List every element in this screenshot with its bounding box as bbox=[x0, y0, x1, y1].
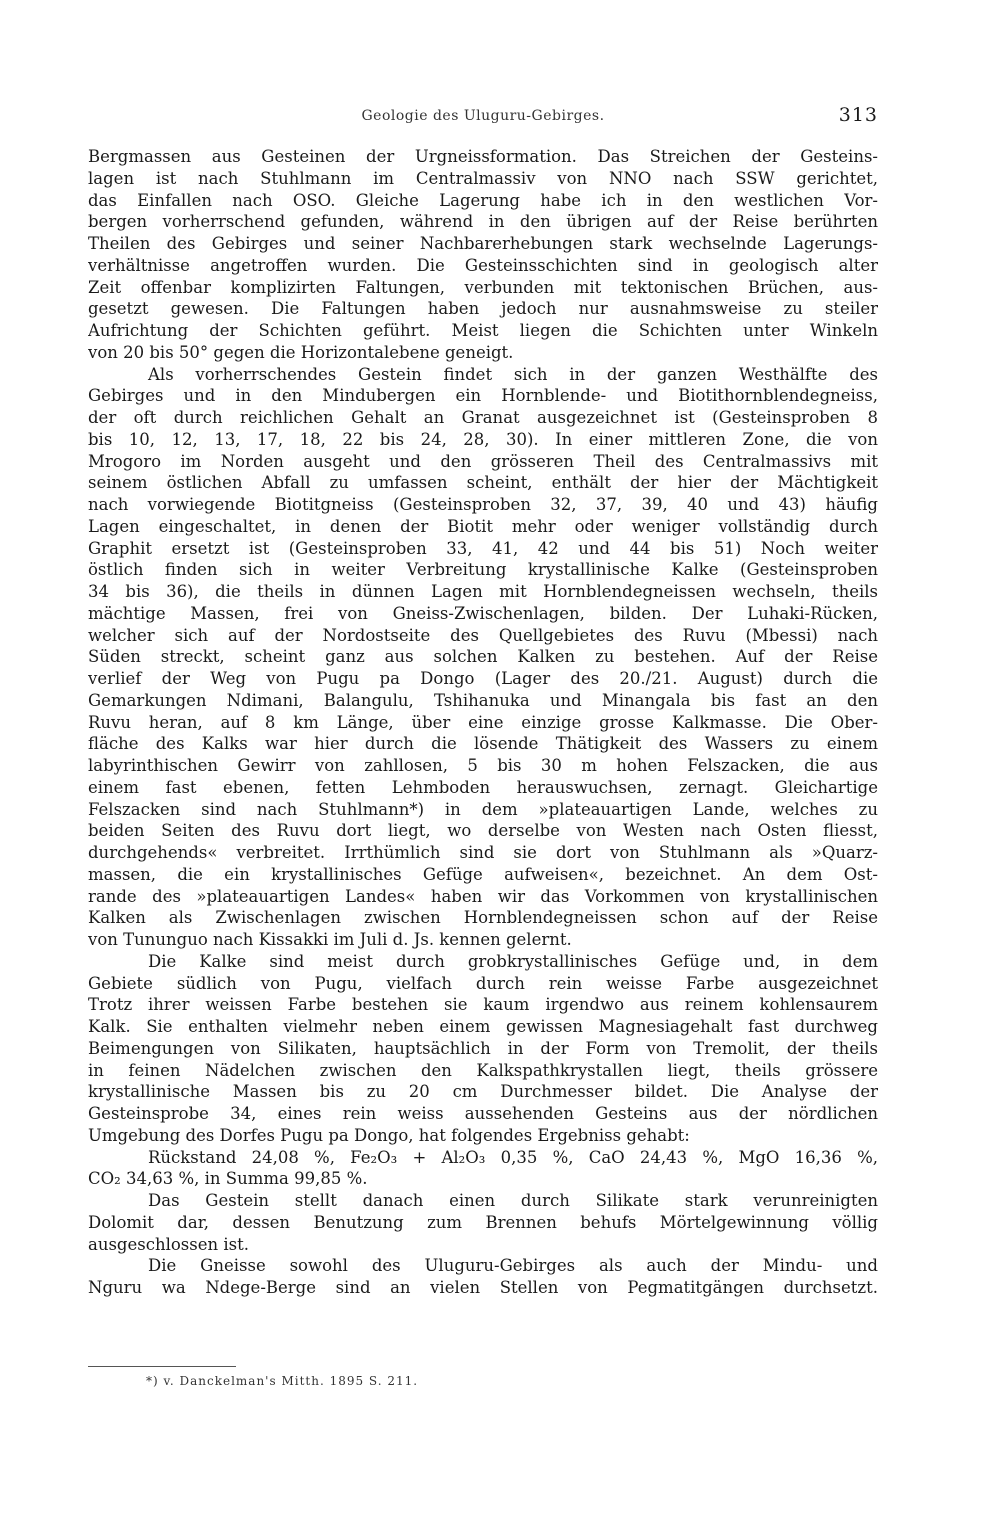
text-line: gesetzt gewesen. Die Faltungen haben jedoch nur ausnahmsweise zu steiler bbox=[88, 299, 878, 319]
text-line: Zeit offenbar komplizirten Faltungen, verbunden mit tektonischen Brüchen, aus- bbox=[88, 277, 878, 297]
text-line: durchgehends« verbreitet. Irrthümlich sind sie dort von Stuhlmann als »Quarz- bbox=[88, 843, 878, 862]
text-line: von Tununguo nach Kissakki im Juli d. Js. kennen gelernt. bbox=[88, 930, 572, 949]
text-line: Gesteinsprobe 34, eines rein weiss aussehenden Gesteins aus der nördlichen bbox=[88, 1104, 878, 1123]
body-text bbox=[88, 146, 878, 1299]
page-number: 313 bbox=[838, 104, 878, 126]
text-line: der oft durch reichlichen Gehalt an Granat ausgezeichnet ist (Gesteinsproben 8 bbox=[88, 408, 878, 427]
text-line: Gemarkungen Ndimani, Balangulu, Tshihanuka und Minangala bis fast an den bbox=[88, 690, 878, 710]
text-line: Süden streckt, scheint ganz aus solchen Kalken zu bestehen. Auf der Reise bbox=[88, 647, 878, 667]
paragraph-start-line: Die Kalke sind meist durch grobkrystallinisches Gefüge und, in dem bbox=[148, 951, 878, 971]
text-line: Theilen des Gebirges und seiner Nachbarerhebungen stark wechselnde Lagerungs- bbox=[88, 234, 878, 253]
text-line: Trotz ihrer weissen Farbe bestehen sie kaum irgendwo aus reinem kohlensaurem bbox=[88, 995, 878, 1015]
text-line: das Einfallen nach OSO. Gleiche Lagerung habe ich in den westlichen Vor- bbox=[88, 190, 878, 210]
text-line: labyrinthischen Gewirr von zahllosen, 5 bis 30 m hohen Felszacken, die aus bbox=[88, 756, 878, 775]
text-line: einem fast ebenen, fetten Lehmboden herauswuchsen, zernagt. Gleichartige bbox=[88, 777, 878, 797]
analysis-formula-line: Rückstand 24,08 %, Fe₂O₃ + Al₂O₃ 0,35 %, CaO 24,43 %, MgO 16,36 %, bbox=[148, 1147, 878, 1167]
text-line: krystallinische Massen bis zu 20 cm Durchmesser bildet. Die Analyse der bbox=[88, 1082, 878, 1102]
running-title: Geologie des Uluguru-Gebirges. bbox=[361, 108, 605, 124]
analysis-formula-line: CO₂ 34,63 %, in Summa 99,85 %. bbox=[88, 1169, 368, 1189]
text-line: Felszacken sind nach Stuhlmann*) in dem »plateauartigen Lande, welches zu bbox=[88, 799, 878, 819]
text-line: mächtige Massen, frei von Gneiss-Zwischenlagen, bilden. Der Luhaki-Rücken, bbox=[88, 603, 878, 623]
text-line: rande des »plateauartigen Landes« haben wir das Vorkommen von krystallinischen bbox=[88, 886, 878, 906]
running-head bbox=[88, 104, 878, 134]
text-line: Kalken als Zwischenlagen zwischen Hornblendegneissen schon auf der Reise bbox=[88, 908, 878, 928]
paragraph-start-line: Das Gestein stellt danach einen durch Silikate stark verunreinigten bbox=[148, 1191, 878, 1210]
text-line: beiden Seiten des Ruvu dort liegt, wo derselbe von Westen nach Osten fliesst, bbox=[88, 821, 878, 841]
text-line: Bergmassen aus Gesteinen der Urgneissformation. Das Streichen der Gesteins- bbox=[88, 147, 878, 166]
text-line: bergen vorherrschend gefunden, während in den übrigen auf der Reise berührten bbox=[88, 212, 878, 232]
text-line: Kalk. Sie enthalten vielmehr neben einem gewissen Magnesiagehalt fast durchweg bbox=[88, 1017, 878, 1036]
text-line: seinem östlichen Abfall zu umfassen scheint, enthält der hier der Mächtigkeit bbox=[88, 473, 878, 493]
text-line: Ruvu heran, auf 8 km Länge, über eine einzige grosse Kalkmasse. Die Ober- bbox=[88, 712, 878, 732]
text-line: Lagen eingeschaltet, in denen der Biotit mehr oder weniger vollständig durch bbox=[88, 516, 878, 536]
text-line: Aufrichtung der Schichten geführt. Meist liegen die Schichten unter Winkeln bbox=[88, 321, 878, 340]
paragraph-start-line: Die Gneisse sowohl des Uluguru-Gebirges als auch der Mindu- und bbox=[148, 1256, 878, 1276]
text-line: 34 bis 36), die theils in dünnen Lagen mit Hornblendegneissen wechseln, theils bbox=[88, 582, 878, 601]
text-line: bis 10, 12, 13, 17, 18, 22 bis 24, 28, 30). In einer mittleren Zone, die von bbox=[88, 429, 878, 449]
text-line: verhältnisse angetroffen wurden. Die Gesteinsschichten sind in geologisch alter bbox=[88, 255, 878, 275]
text-line: ausgeschlossen ist. bbox=[88, 1234, 249, 1254]
text-line: Dolomit dar, dessen Benutzung zum Brennen behufs Mörtelgewinnung völlig bbox=[88, 1212, 878, 1232]
text-line: Nguru wa Ndege-Berge sind an vielen Stellen von Pegmatitgängen durchsetzt. bbox=[88, 1278, 878, 1297]
text-line: massen, die ein krystallinisches Gefüge aufweisen«, bezeichnet. An dem Ost- bbox=[88, 864, 878, 884]
text-line: Gebiete südlich von Pugu, vielfach durch rein weisse Farbe ausgezeichnet bbox=[88, 973, 878, 993]
text-line: Graphit ersetzt ist (Gesteinsproben 33, 41, 42 und 44 bis 51) Noch weiter bbox=[88, 538, 878, 558]
text-line: fläche des Kalks war hier durch die lösende Thätigkeit des Wassers zu einem bbox=[88, 734, 878, 754]
text-line: von 20 bis 50° gegen die Horizontalebene geneigt. bbox=[88, 342, 514, 362]
paragraph-start-line: Als vorherrschendes Gestein findet sich in der ganzen Westhälfte des bbox=[148, 364, 878, 384]
text-line: Mrogoro im Norden ausgeht und den grösseren Theil des Centralmassivs mit bbox=[88, 451, 878, 471]
text-line: Gebirges und in den Mindubergen ein Hornblende- und Biotithornblendegneiss, bbox=[88, 386, 878, 406]
text-line: Umgebung des Dorfes Pugu pa Dongo, hat folgendes Ergebniss gehabt: bbox=[88, 1125, 690, 1145]
text-line: in feinen Nädelchen zwischen den Kalkspathkrystallen liegt, theils grössere bbox=[88, 1060, 878, 1080]
text-line: welcher sich auf der Nordostseite des Quellgebietes des Ruvu (Mbessi) nach bbox=[88, 625, 878, 645]
footnote: *) v. Danckelman's Mitth. 1895 S. 211. bbox=[146, 1374, 419, 1388]
text-line: verlief der Weg von Pugu pa Dongo (Lager des 20./21. August) durch die bbox=[88, 669, 878, 688]
text-line: östlich finden sich in weiter Verbreitung krystallinische Kalke (Gesteinsproben bbox=[88, 560, 878, 580]
text-line: nach vorwiegende Biotitgneiss (Gesteinsproben 32, 37, 39, 40 und 43) häufig bbox=[88, 495, 878, 514]
text-line: Beimengungen von Silikaten, hauptsächlich in der Form von Tremolit, der theils bbox=[88, 1038, 878, 1058]
text-line: lagen ist nach Stuhlmann im Centralmassiv von NNO nach SSW gerichtet, bbox=[88, 168, 878, 188]
footnote-divider bbox=[88, 1366, 236, 1367]
